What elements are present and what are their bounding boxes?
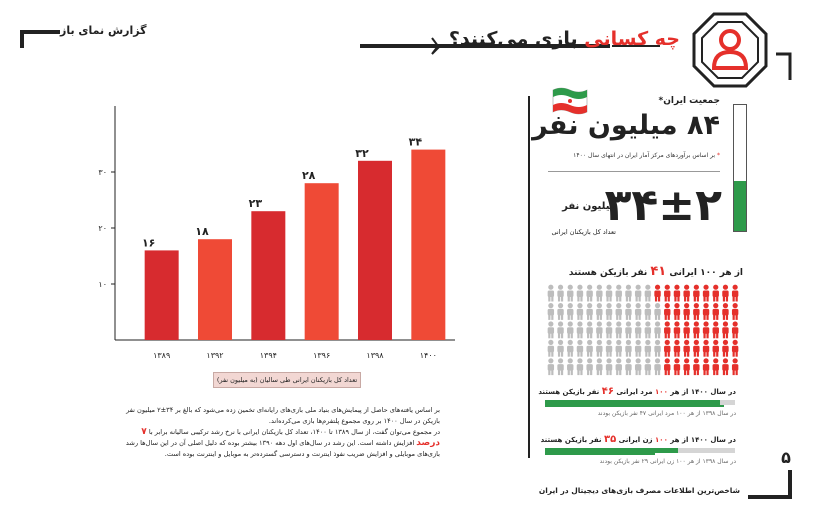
ratio-suffix: نفر بازیکن هستند (568, 268, 651, 278)
person-icon (645, 321, 651, 338)
person-icon (683, 285, 689, 302)
women-prev: در سال ۱۳۹۸ از هر ۱۰۰ زن ایرانی ۲۹ نفر بازیکن بودند (599, 458, 736, 465)
person-icon (577, 358, 583, 375)
men-b: مرد ایرانی (613, 388, 656, 396)
person-icon (625, 285, 631, 302)
growth-rate: ۷ درصد (141, 427, 440, 448)
person-icon (732, 358, 738, 375)
y-tick-label: ۳۰ (98, 168, 107, 177)
ratio-hundred: ۱۰۰ (700, 268, 717, 278)
body-p2-a: در مجموع می‌توان گفت، از سال ۱۳۸۹ تا ۱۴۰۰، تعداد کل بازیکنان ایرانی با نرخ رشد ترکیبی سالیانه برابر با (146, 428, 440, 436)
person-icon (606, 321, 612, 338)
person-icon (577, 340, 583, 357)
person-icon (664, 285, 670, 302)
title-rest: بازی می‌کنند؟ (448, 28, 585, 50)
person-icon (645, 303, 651, 320)
person-icon (635, 285, 641, 302)
page-number: ۵ (781, 448, 791, 467)
person-icon (674, 285, 680, 302)
person-icon (596, 358, 602, 375)
bar (305, 183, 339, 340)
person-icon (567, 340, 573, 357)
person-icon (616, 285, 622, 302)
person-icon (616, 321, 622, 338)
person-icon (625, 358, 631, 375)
person-icon (625, 303, 631, 320)
body-text (122, 405, 440, 460)
body-paragraph-2 (122, 427, 440, 460)
person-icon (606, 340, 612, 357)
page-title (448, 28, 680, 50)
category-label: ۱۴۰۰ (419, 351, 437, 360)
population-note (530, 152, 720, 159)
person-icon (577, 285, 583, 302)
population-value: ۸۴ میلیون نفر (532, 110, 720, 141)
women-bar-1398 (545, 453, 655, 455)
person-icon (722, 358, 728, 375)
person-icon (703, 303, 709, 320)
women-hundred: ۱۰۰ (655, 436, 668, 444)
category-label: ۱۳۹۲ (206, 351, 224, 360)
person-icon (732, 303, 738, 320)
body-p2-b: افزایش داشته است. این رشد در سال‌های اول دهه ۱۳۹۰ بیشتر بوده که دلیل اصلی آن در این سال‌ها رشد بازی‌های موبایلی و افزایش ضریب نفوذ اینترنت و دسترسی گسترده‌تر به موبایل و اینترنت بوده است. (125, 439, 440, 458)
note-text: بر اساس برآوردهای مرکز آمار ایران در انتهای سال ۱۴۰۰ (573, 152, 717, 159)
title-highlight: چه کسانی (584, 28, 680, 50)
category-label: ۱۳۹۴ (259, 351, 277, 360)
person-icon (567, 321, 573, 338)
person-icon (548, 358, 554, 375)
y-tick-label: ۲۰ (98, 224, 107, 233)
person-icon (683, 321, 689, 338)
women-stat-title (540, 434, 736, 445)
person-icon (654, 321, 660, 338)
gamers-value: ۳۴±۲ (604, 180, 722, 231)
ratio-title (545, 264, 743, 279)
person-icon (586, 340, 592, 357)
bar (358, 161, 392, 340)
person-icon (664, 303, 670, 320)
person-icon (654, 303, 660, 320)
person-icon (664, 358, 670, 375)
women-a: در سال ۱۴۰۰ از هر (667, 436, 736, 444)
men-c: نفر بازیکن هستند (538, 388, 602, 396)
ratio-prefix: از هر (716, 268, 743, 278)
person-icon (732, 340, 738, 357)
person-icon (683, 303, 689, 320)
y-tick-label: ۱۰ (98, 280, 107, 289)
person-icon (557, 340, 563, 357)
person-icon (693, 303, 699, 320)
men-stat-title (540, 386, 736, 397)
bar-value-label: ۱۸ (195, 225, 209, 239)
person-icon (616, 340, 622, 357)
person-icon (596, 340, 602, 357)
person-icon (557, 303, 563, 320)
user-octagon-icon (690, 10, 770, 90)
person-icon (577, 303, 583, 320)
person-icon (713, 321, 719, 338)
person-icon (693, 340, 699, 357)
panel-divider (528, 96, 530, 458)
person-icon (616, 358, 622, 375)
person-icon (713, 358, 719, 375)
person-icon (548, 321, 554, 338)
person-icon (567, 285, 573, 302)
gamers-label: تعداد کل بازیکنان ایرانی (551, 228, 616, 236)
people-grid (546, 284, 740, 376)
person-icon (567, 358, 573, 375)
person-icon (703, 321, 709, 338)
person-icon (635, 321, 641, 338)
person-icon (586, 358, 592, 375)
person-icon (693, 358, 699, 375)
gamers-unit: میلیون نفر (562, 201, 616, 212)
person-icon (567, 303, 573, 320)
men-prev: در سال ۱۳۹۸ از هر ۱۰۰ مرد ایرانی ۴۷ نفر بازیکن بودند (597, 410, 736, 417)
person-icon (635, 358, 641, 375)
person-icon (722, 340, 728, 357)
men-count: ۴۶ (601, 386, 614, 397)
person-icon (645, 340, 651, 357)
person-icon (548, 340, 554, 357)
category-label: ۱۳۹۸ (366, 351, 384, 360)
person-icon (674, 340, 680, 357)
separator (548, 171, 720, 172)
women-c: نفر بازیکن هستند (540, 436, 604, 444)
bar-value-label: ۳۲ (355, 146, 369, 160)
bar-value-label: ۲۸ (301, 169, 316, 183)
person-icon (606, 358, 612, 375)
person-icon (645, 358, 651, 375)
person-icon (635, 303, 641, 320)
person-icon (625, 340, 631, 357)
person-icon (548, 303, 554, 320)
person-icon (606, 303, 612, 320)
person-icon (654, 358, 660, 375)
population-label: جمعیت ایران* (658, 96, 720, 106)
women-count: ۳۵ (604, 434, 617, 445)
person-icon (722, 303, 728, 320)
gauge-fill (734, 181, 746, 231)
bar-value-label: ۳۴ (408, 135, 423, 149)
footer-text: شاخص‌ترین اطلاعات مصرف بازی‌های دیجیتال در ایران (538, 486, 740, 495)
person-icon (722, 285, 728, 302)
women-b: زن ایرانی (616, 436, 656, 444)
person-icon (606, 285, 612, 302)
bar (145, 250, 179, 340)
person-icon (703, 340, 709, 357)
bar-chart (90, 100, 460, 370)
person-icon (577, 321, 583, 338)
person-icon (596, 303, 602, 320)
bar-value-label: ۲۳ (248, 197, 263, 211)
person-icon (616, 303, 622, 320)
category-label: ۱۳۸۹ (153, 351, 171, 360)
person-icon (586, 285, 592, 302)
person-icon (732, 321, 738, 338)
person-icon (722, 321, 728, 338)
person-icon (596, 285, 602, 302)
person-icon (557, 358, 563, 375)
person-icon (693, 285, 699, 302)
person-icon (664, 340, 670, 357)
person-icon (654, 285, 660, 302)
person-icon (654, 340, 660, 357)
person-icon (596, 321, 602, 338)
person-icon (732, 285, 738, 302)
person-icon (635, 340, 641, 357)
note-marker: * (717, 152, 720, 159)
person-icon (674, 303, 680, 320)
category-label: ۱۳۹۶ (313, 351, 331, 360)
men-hundred: ۱۰۰ (655, 388, 668, 396)
bar (411, 150, 445, 340)
bar (198, 239, 232, 340)
person-icon (703, 358, 709, 375)
body-paragraph-1: بر اساس یافته‌های حاصل از پیمایش‌های بنیاد ملی بازی‌های رایانه‌ای تخمین زده می‌شود که بالغ بر ۳۴±۲ میلیون نفر بازیکن در سال ۱۴۰۰ بر روی مجموع پلتفرم‌ها بازی می‌کرده‌اند. (126, 406, 440, 425)
person-icon (703, 285, 709, 302)
person-icon (713, 303, 719, 320)
report-label: گزارش نمای باز (60, 24, 147, 37)
person-icon (664, 321, 670, 338)
person-icon (586, 321, 592, 338)
men-a: در سال ۱۴۰۰ از هر (667, 388, 736, 396)
bar-value-label: ۱۶ (141, 236, 156, 250)
person-icon (713, 285, 719, 302)
person-icon (674, 321, 680, 338)
men-bar-1398 (545, 405, 724, 407)
person-icon (557, 285, 563, 302)
person-icon (645, 285, 651, 302)
bar (251, 211, 285, 340)
ratio-mid: ایرانی (666, 268, 701, 278)
chart-caption: تعداد کل بازیکنان ایرانی طی سالیان (به میلیون نفر) (213, 372, 361, 388)
ratio-count: ۴۱ (650, 264, 667, 279)
person-icon (674, 358, 680, 375)
person-icon (683, 358, 689, 375)
person-icon (586, 303, 592, 320)
person-icon (625, 321, 631, 338)
gamer-share-gauge (733, 104, 747, 232)
person-icon (683, 340, 689, 357)
person-icon (713, 340, 719, 357)
person-icon (693, 321, 699, 338)
person-icon (548, 285, 554, 302)
person-icon (557, 321, 563, 338)
